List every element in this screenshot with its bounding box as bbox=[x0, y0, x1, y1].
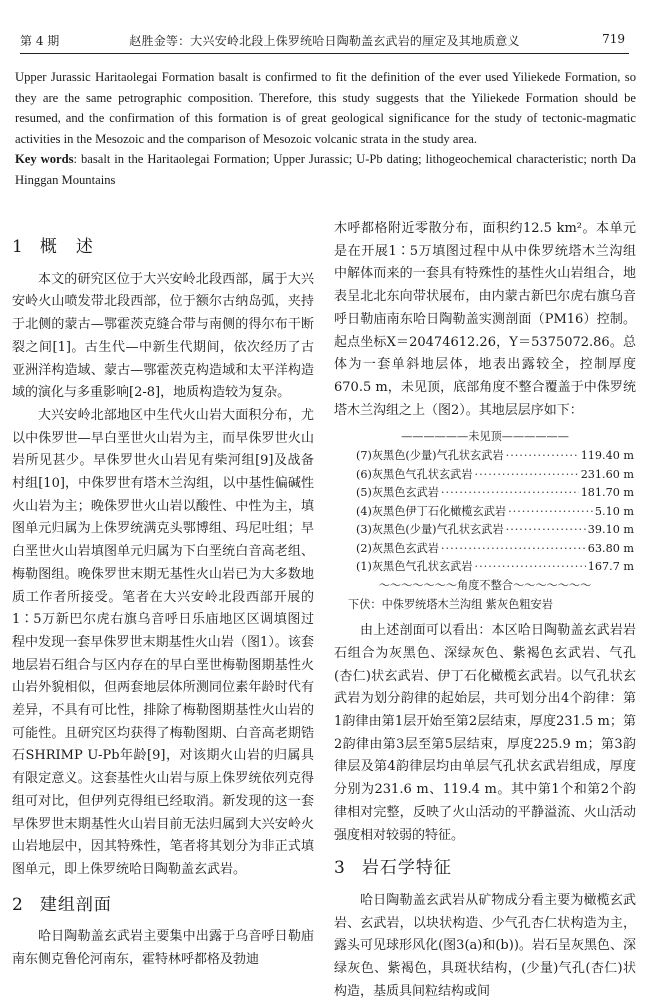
layer-row: (4)灰黑色伊丁石化橄榄玄武岩 ····· 5.10 m bbox=[334, 503, 636, 522]
section-2-paragraph-1-cont: 木呼都格附近零散分布，面积约12.5 km²。本单元是在开展1∶5万填图过程中从中侏罗统塔木兰沟组中解体而来的一套具有特殊性的基性火山岩组合，地表呈北北东向带状展布，由内蒙古新巴尔虎右旗乌音呼日勒庙南东哈日陶勒盖实测剖面（PM16）控制。起点坐标X＝20474612.26，Y＝5375072.86。总体为一套单斜地层体，地表出露较全，控制厚度670.5 m，未见顶，底部角度不整合覆盖于中侏罗统塔木兰沟组之上（图2）。其地层层序如下： bbox=[334, 221, 636, 418]
page-number: 719 bbox=[602, 32, 625, 46]
section-1-heading: 1 概 述 bbox=[12, 237, 94, 257]
section-3-heading: 3 岩石学特征 bbox=[334, 858, 452, 879]
layer-row: (2)灰黑色玄武岩 ····· 63.80 m bbox=[334, 540, 636, 559]
keywords-label: Key words bbox=[15, 152, 74, 166]
layer-row: (7)灰黑色(少量)气孔状玄武岩 ····· 119.40 m bbox=[334, 447, 636, 466]
top-marker: ——————未见顶—————— bbox=[401, 430, 569, 444]
header-rule bbox=[20, 53, 629, 54]
running-title: 赵胜金等：大兴安岭北段上侏罗统哈日陶勒盖玄武岩的厘定及其地质意义 bbox=[129, 34, 520, 48]
section-2-heading: 2 建组剖面 bbox=[12, 894, 112, 915]
right-column bbox=[334, 218, 636, 1004]
unconformity-marker: ～～～～～～～角度不整合～～～～～～～ bbox=[378, 579, 592, 593]
issue-number: 第 4 期 bbox=[20, 34, 60, 48]
layer-row: (3)灰黑色(少量)气孔状玄武岩 ····· 39.10 m bbox=[334, 521, 636, 540]
section-3-paragraph-1: 哈日陶勒盖玄武岩从矿物成分看主要为橄榄玄武岩、玄武岩，以块状构造、少气孔杏仁状构造为主，露头可见球形风化(图3(a)和(b))。岩石呈灰黑色、深绿灰色、紫褐色，具斑状结构，(少量)气孔(杏仁)状构造，基质具间粒结构或间 bbox=[334, 893, 636, 999]
running-header bbox=[20, 30, 629, 50]
layer-row: (6)灰黑色气孔状玄武岩 ····· 231.60 m bbox=[334, 466, 636, 485]
underlying-unit: 下伏：中侏罗统塔木兰沟组 紫灰色粗安岩 bbox=[348, 597, 553, 611]
english-abstract bbox=[15, 67, 636, 190]
section-1-paragraph-1: 本文的研究区位于大兴安岭北段西部，属于大兴安岭火山喷发带北段西部，位于额尔古纳岛弧，夹持于北侧的蒙古—鄂霍茨克缝合带与南侧的得尔布干断裂之间[1]。古生代—中新生代期间，依次经历了古亚洲洋构造域、蒙古—鄂霍茨克构造域和太平洋构造域的演化与多重影响[2-8]，地质构造较为复杂。 bbox=[12, 271, 314, 401]
section-2-paragraph-1-start: 哈日陶勒盖玄武岩主要集中出露于乌音呼日勒庙南东侧克鲁伦河南东，霍特林呼都格及勃迪 bbox=[12, 929, 314, 968]
stratigraphic-column-list bbox=[334, 428, 636, 614]
abstract-text: Upper Jurassic Haritaolegai Formation basalt is confirmed to fit the definition of the ever used Yiliekede Formation, so they are the same petrographic composition. Therefore, this study suggests that the Yiliekede Formation should be resumed, and the confirmation of this formation is of great geological significance for the study of tectonic-magmatic activities in the Mesozoic and the comparison of Mesozoic volcanic strata in the study area. bbox=[15, 70, 636, 146]
layer-row: (1)灰黑色气孔状玄武岩 ····· 167.7 m bbox=[334, 558, 636, 577]
section-1-paragraph-2: 大兴安岭北部地区中生代火山岩大面积分布，尤以中侏罗世—早白垩世火山岩为主，而早侏罗世火山岩所见甚少。早侏罗世火山岩见有柴河组[9]及战备村组[10]，中侏罗世有塔木兰沟组，以中基性偏碱性火山岩为主；晚侏罗世火山岩以酸性、中性为主，填图单元归属为上侏罗统满克头鄂博组、玛尼吐组；早白垩世火山岩填图单元归属为下白垩统白音高老组、梅勒图组。晚侏罗世末期无基性火山岩已为大多数地质工作者所接受。笔者在大兴安岭北段西部开展的1∶5万新巴尔虎右旗乌音呼日乐庙地区区调填图过程中发现一套早侏罗世末期基性火山岩（图1）。该套地层岩石组合与区内存在的早白垩世梅勒图期基性火山岩外貌相似，但两套地层体所测同位素年龄时代有差异，不具有可比性，排除了梅勒图期基性火山岩的可能性。且研究区均获得了梅勒图期、白音高老期锆石SHRIMP U-Pb年龄[9]，对该期火山岩的归属具有限定意义。这套基性火山岩与原上侏罗统依列克得组可对比，但伊列克得组已经取消。新发现的这一套早侏罗世末期基性火山岩目前无法归属到大兴安岭火山岩地层中，因其特殊性，笔者将其划分为非正式填图单元，即上侏罗统哈日陶勒盖玄武岩。 bbox=[12, 407, 314, 877]
keywords-line bbox=[15, 149, 636, 190]
left-column bbox=[12, 228, 314, 972]
section-2-paragraph-2: 由上述剖面可以看出：本区哈日陶勒盖玄武岩岩石组合为灰黑色、深绿灰色、紫褐色玄武岩、气孔(杏仁)状玄武岩、伊丁石化橄榄玄武岩。以气孔状玄武岩为划分韵律的起始层，共可划分出4个韵律：第1韵律由第1层开始至第2层结束，厚度231.5 m；第2韵律由第3层至第5层结束，厚度225.9 m；第3韵律层及第4韵律层均由单层气孔状玄武岩组成，厚度分别为231.6 m、119.4 m。其中第1个和第2个韵律相对完整，反映了火山活动的平静溢流、火山活动强度相对较弱的特征。 bbox=[334, 623, 636, 843]
layer-row: (5)灰黑色玄武岩 ····· 181.70 m bbox=[334, 484, 636, 503]
keywords-text: : basalt in the Haritaolegai Formation; Upper Jurassic; U-Pb dating; lithogeochemical characteristic; north Da Hinggan Mountains bbox=[15, 152, 637, 187]
